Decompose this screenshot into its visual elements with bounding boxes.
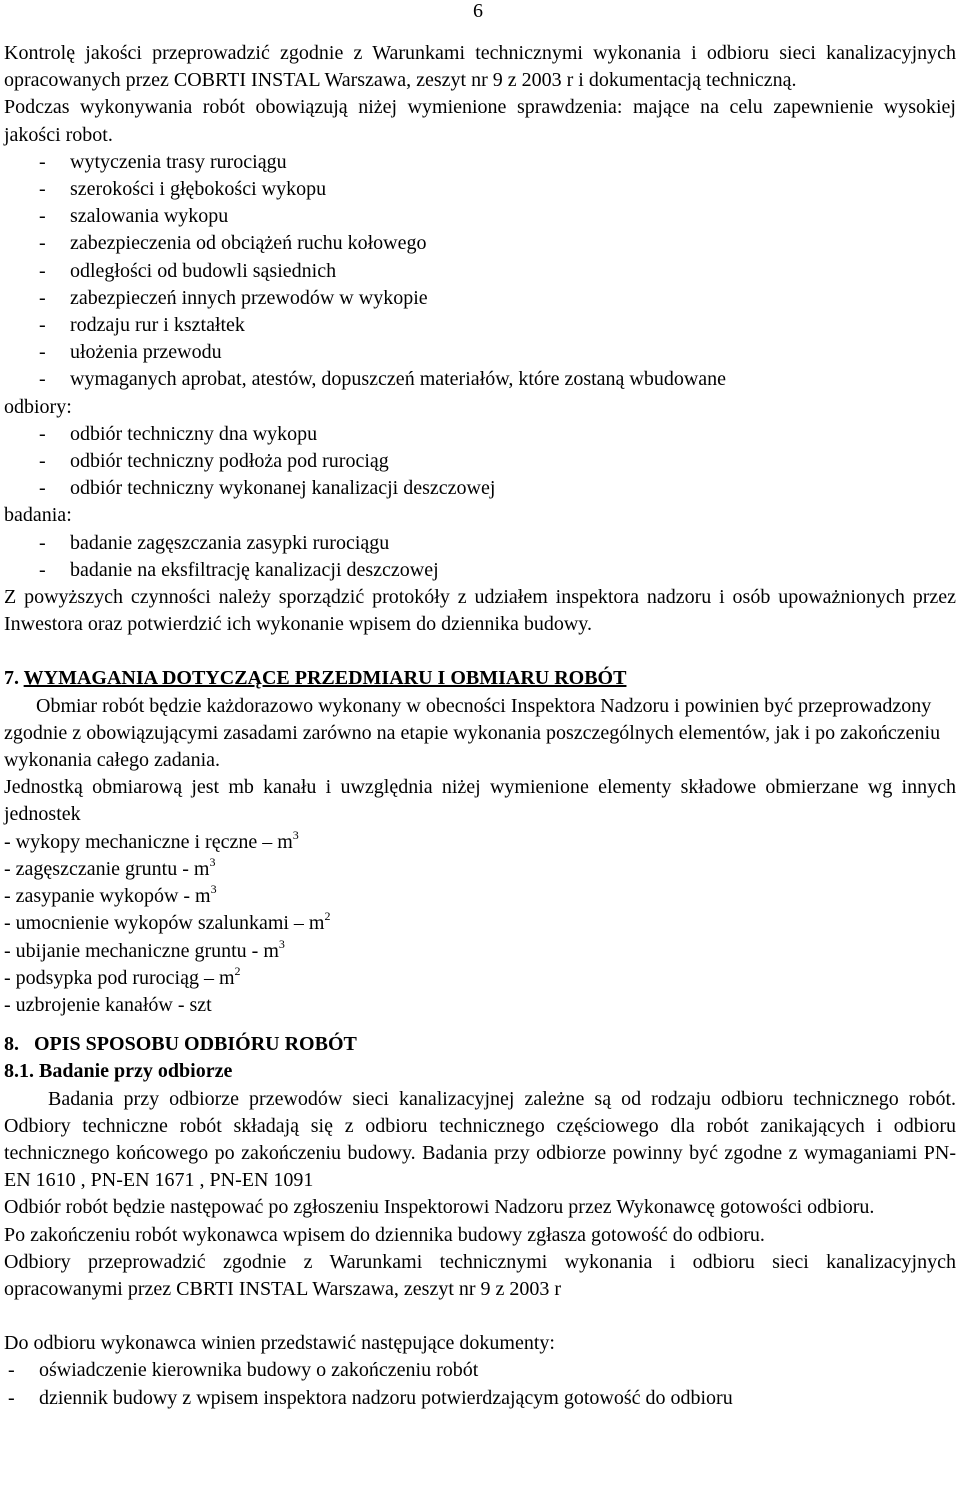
receipts-label: odbiory: — [4, 395, 72, 418]
intro-paragraph-1: Kontrolę jakości przeprowadzić zgodnie z Warunkami technicznymi wykonania i odbioru sieci kanalizacyjnych opracowanych przez COBRTI INSTAL Warszawa, zeszyt nr 9 z 2003 r i dokumentacją techniczną. — [4, 42, 956, 92]
list-item: - wykopy mechaniczne i ręczne – $m^3$ — [4, 827, 299, 853]
list-item: - rodzaju rur i kształtek — [4, 312, 956, 339]
section-8-paragraph-2: Odbiór robót będzie następować po zgłoszeniu Inspektorowi Nadzoru przez Wykonawcę gotowości odbioru. — [4, 1196, 875, 1219]
section-7-title: WYMAGANIA DOTYCZĄCE PRZEDMIARU I OBMIARU ROBÓT — [23, 667, 627, 690]
section-7-paragraph-1: Obmiar robót będzie każdorazowo wykonany w obecności Inspektora Nadzoru i powinien być przeprowadzony zgodnie z obowiązującymi zasadami zarówno na etapie wykonania poszczególnych elementów, jak i po zakończeniu wykonania całego zadania. — [4, 694, 941, 772]
list-item: - odbiór techniczny wykonanej kanalizacji deszczowej — [4, 475, 956, 502]
documents-intro: Do odbioru wykonawca winien przedstawić następujące dokumenty: — [4, 1332, 555, 1355]
units-list — [4, 829, 956, 1019]
section-8-paragraph-3: Po zakończeniu robót wykonawca wpisem do dziennika budowy zgłasza gotowość do odbioru. — [4, 1223, 765, 1246]
section-8-paragraph-4: Odbiory przeprowadzić zgodnie z Warunkami technicznymi wykonania i odbioru sieci kanalizacyjnych opracowanymi przez CBRTI INSTAL Warszawa, zeszyt nr 9 z 2003 r — [4, 1250, 956, 1300]
document-body — [4, 40, 956, 1412]
section-8-heading: 8. OPIS SPOSOBU ODBIÓRU ROBÓT — [4, 1033, 357, 1056]
list-item: - odbiór techniczny dna wykopu — [4, 421, 956, 448]
protocols-paragraph: Z powyższych czynności należy sporządzić protokóły z udziałem inspektora nadzoru i osób upoważnionych przez Inwestora oraz potwierdzić ich wykonanie wpisem do dziennika budowy. — [4, 586, 956, 636]
list-item: - podsypka pod rurociąg – $m^2$ — [4, 963, 241, 989]
list-item: - odbiór techniczny podłoża pod rurociąg — [4, 448, 956, 475]
list-item: - zabezpieczenia od obciążeń ruchu kołowego — [4, 230, 956, 257]
list-item: - szerokości i głębokości wykopu — [4, 176, 956, 203]
list-item: - badanie zagęszczania zasypki rurociągu — [4, 530, 956, 557]
section-7-paragraph-2: Jednostką obmiarową jest mb kanału i uwzględnia niżej wymienione elementy składowe obmierzane wg innych jednostek — [4, 776, 956, 826]
list-item: - zagęszczanie gruntu - $m^3$ — [4, 854, 216, 880]
section-7-heading — [4, 665, 956, 692]
list-item: - uzbrojenie kanałów - szt — [4, 993, 212, 1016]
list-item: - wymaganych aprobat, atestów, dopuszczeń materiałów, które zostaną wbudowane — [4, 366, 956, 393]
list-item: - zabezpieczeń innych przewodów w wykopie — [4, 285, 956, 312]
section-8-1-heading: 8.1. Badanie przy odbiorze — [4, 1060, 233, 1083]
list-item: - umocnienie wykopów szalunkami – $m^2$ — [4, 909, 331, 935]
list-item: - oświadczenie kierownika budowy o zakończeniu robót — [0, 1357, 956, 1384]
documents-list — [0, 1357, 956, 1411]
list-item: - badanie na eksfiltrację kanalizacji deszczowej — [4, 557, 956, 584]
list-item: - ułożenia przewodu — [4, 339, 956, 366]
list-item: - dziennik budowy z wpisem inspektora nadzoru potwierdzającym gotowość do odbioru — [0, 1385, 956, 1412]
list-item: - ubijanie mechaniczne gruntu - $m^3$ — [4, 936, 285, 962]
list-item: - odległości od budowli sąsiednich — [4, 258, 956, 285]
tests-list — [4, 530, 956, 584]
tests-label: badania: — [4, 504, 72, 527]
section-8-paragraph-1: Badania przy odbiorze przewodów sieci kanalizacyjnej zależne są od rodzaju odbioru technicznego robót. Odbiory techniczne robót składają się z odbioru technicznego częściowego dla robót zanikających i odbioru technicznego końcowego po zakończeniu budowy. Badania przy odbiorze powinny być zgodne z wymaganiami PN-EN 1610 , PN-EN 1671 , PN-EN 1091 — [4, 1087, 956, 1192]
page-number: 6 — [473, 0, 483, 22]
list-item: - zasypanie wykopów - $m^3$ — [4, 882, 217, 908]
list-item: - szalowania wykopu — [4, 203, 956, 230]
intro-paragraph-2: Podczas wykonywania robót obowiązują niżej wymienione sprawdzenia: mające na celu zapewnienie wysokiej jakości robot. — [4, 96, 956, 146]
checks-list — [4, 149, 956, 394]
receipts-list — [4, 421, 956, 503]
section-7-number: 7. — [4, 667, 19, 690]
list-item: - wytyczenia trasy rurociągu — [4, 149, 956, 176]
